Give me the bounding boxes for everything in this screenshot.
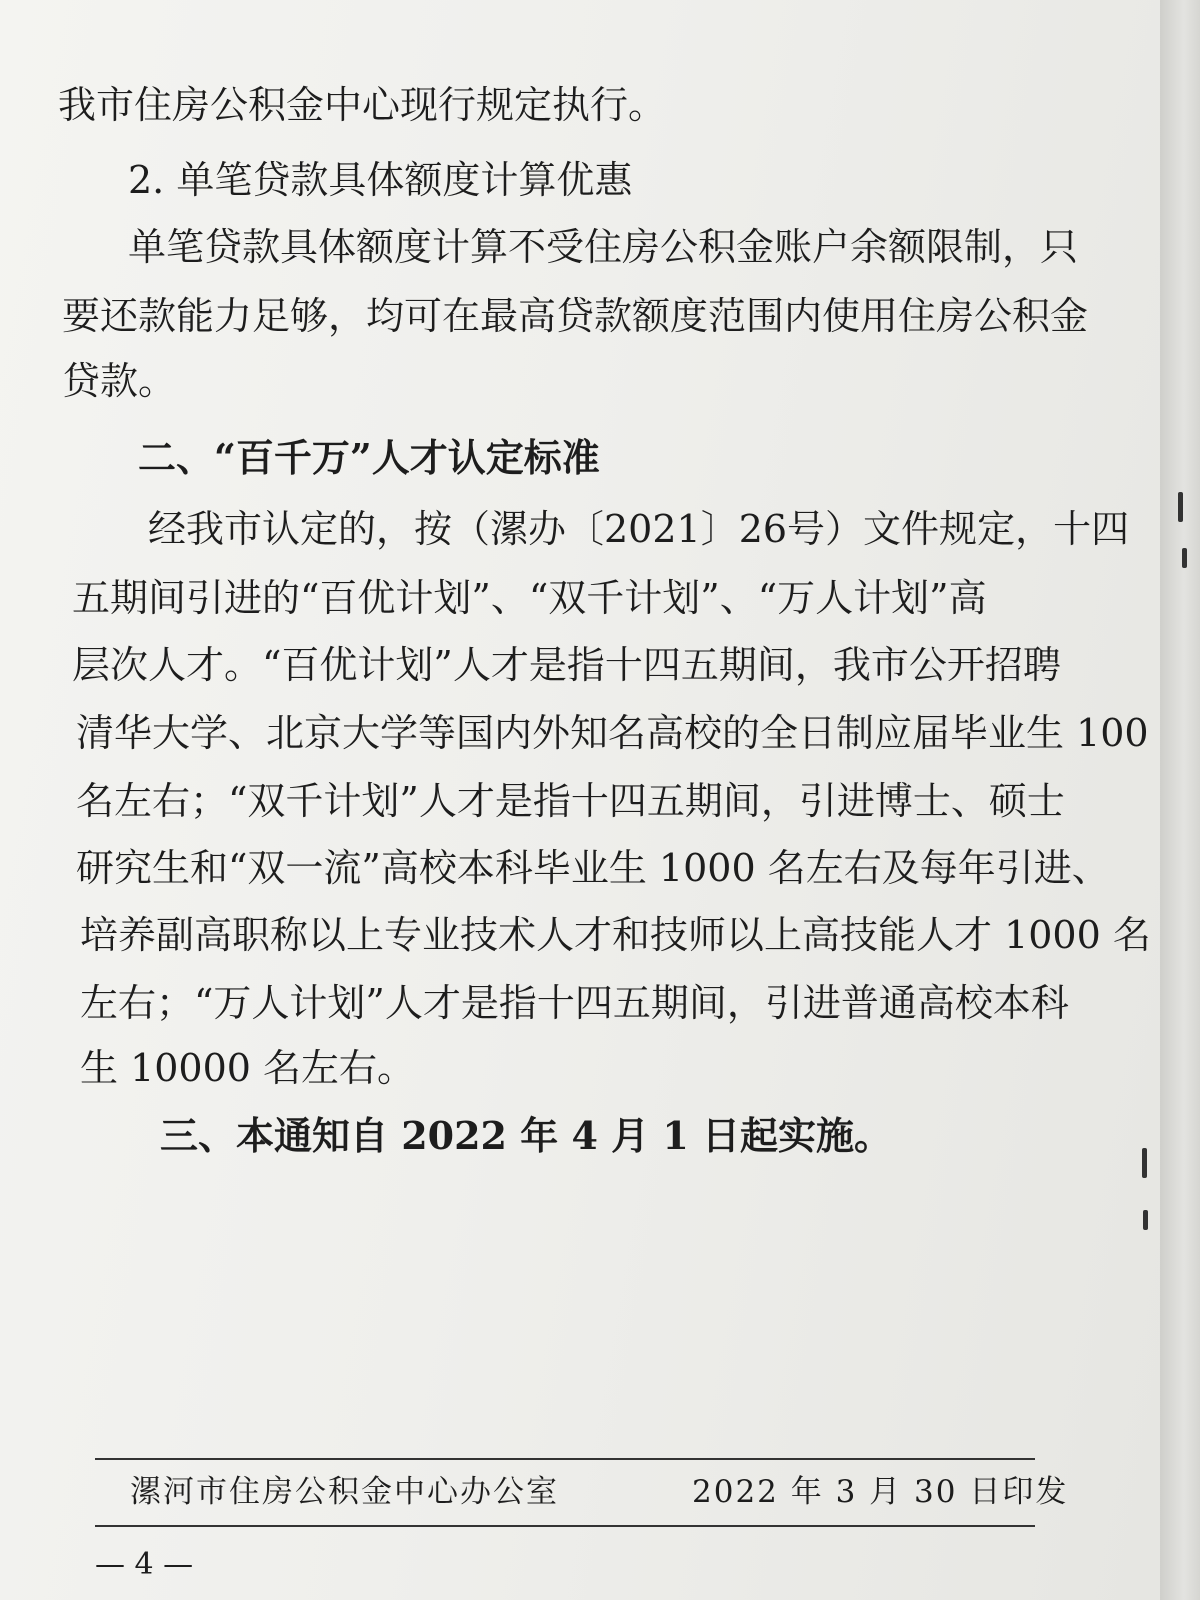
body-line: 经我市认定的，按（漯办〔2021〕26号）文件规定，十四 — [148, 507, 1130, 551]
body-line: 名左右；“双千计划”人才是指十四五期间，引进博士、硕士 — [76, 779, 1065, 823]
body-line: 要还款能力足够，均可在最高贷款额度范围内使用住房公积金 — [62, 294, 1089, 338]
footer-rule-top — [95, 1458, 1035, 1460]
footer-rule-bottom — [95, 1525, 1035, 1527]
page-number: — 4 — — [95, 1547, 194, 1582]
body-line: 层次人才。“百优计划”人才是指十四五期间，我市公开招聘 — [72, 643, 1061, 687]
section-heading: 二、“百千万”人才认定标准 — [138, 435, 600, 480]
body-line: 五期间引进的“百优计划”、“双千计划”、“万人计划”高 — [72, 576, 987, 620]
body-line: 清华大学、北京大学等国内外知名高校的全日制应届毕业生 100 — [76, 711, 1149, 755]
binding-mark — [1178, 492, 1183, 522]
binding-mark — [1142, 1148, 1147, 1178]
page-edge — [1160, 0, 1200, 1600]
body-line: 培养副高职称以上专业技术人才和技师以上高技能人才 1000 名 — [80, 913, 1151, 957]
body-line: 研究生和“双一流”高校本科毕业生 1000 名左右及每年引进、 — [76, 846, 1110, 890]
issue-date: 2022 年 3 月 30 日印发 — [692, 1474, 1069, 1510]
body-line: 单笔贷款具体额度计算不受住房公积金账户余额限制，只 — [128, 225, 1079, 269]
body-line: 贷款。 — [62, 359, 177, 403]
subsection-heading: 2. 单笔贷款具体额度计算优惠 — [128, 158, 633, 202]
body-line: 生 10000 名左右。 — [80, 1046, 416, 1090]
binding-mark — [1182, 548, 1187, 568]
body-line: 左右；“万人计划”人才是指十四五期间，引进普通高校本科 — [80, 981, 1069, 1025]
binding-mark — [1143, 1210, 1148, 1230]
body-line: 我市住房公积金中心现行规定执行。 — [58, 83, 667, 127]
issuing-office: 漯河市住房公积金中心办公室 — [130, 1474, 559, 1510]
section-heading: 三、本通知自 2022 年 4 月 1 日起实施。 — [160, 1113, 893, 1158]
